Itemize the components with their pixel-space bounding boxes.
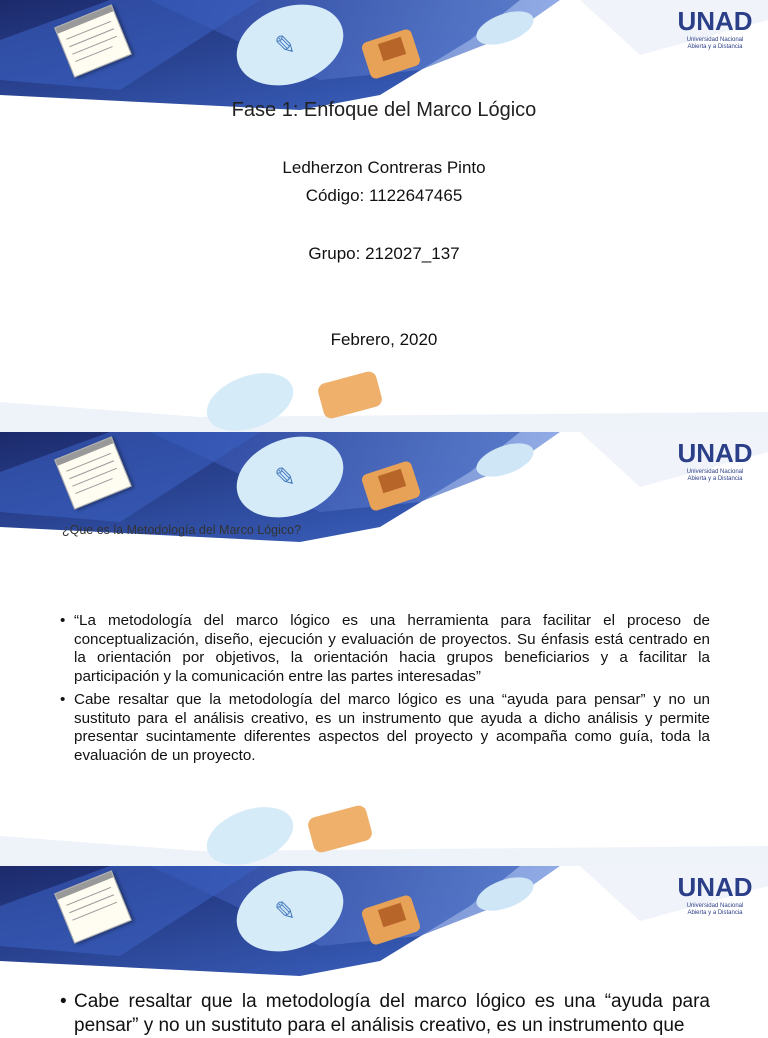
checklist-icon: ✎ xyxy=(274,462,296,492)
footer-decoration xyxy=(0,796,768,866)
svg-text:Universidad Nacional: Universidad Nacional xyxy=(686,469,744,475)
unad-logo xyxy=(670,434,760,494)
checklist-icon: ✎ xyxy=(274,896,296,926)
checklist-icon: ✎ xyxy=(274,30,296,60)
group-code: Grupo: 212027_137 xyxy=(308,244,460,263)
svg-text:Abierta y a Distancia: Abierta y a Distancia xyxy=(687,476,743,482)
bullet-item: • “La metodología del marco lógico es una herramienta para facilitar el proceso de conceptualización, diseño, ejecución y evaluación de proyectos. Su énfasis está centrado en la orientación por objetivos, la orientación hacia grupos beneficiarios y a facilitar la participación y la comunicación entre las partes interesadas” xyxy=(60,612,710,685)
slide-continuation xyxy=(0,866,768,1036)
unad-logo xyxy=(670,2,760,62)
slide-title: Fase 1: Enfoque del Marco Lógico xyxy=(231,99,537,121)
bullet-item: • Cabe resaltar que la metodología del marco lógico es una “ayuda para pensar” y no un sustituto para el análisis creativo, es un instrumento que xyxy=(60,991,710,1036)
bullet-dot: • xyxy=(60,612,66,629)
author-name: Ledherzon Contreras Pinto xyxy=(282,158,486,177)
logo-wordmark: UNAD xyxy=(677,6,753,36)
logo-line2: Abierta y a Distancia xyxy=(687,44,743,50)
slide-cover xyxy=(0,0,768,432)
bullet-dot: • xyxy=(60,691,66,708)
bullet-list xyxy=(60,612,710,770)
question-heading: ¿Que es la Metodología del Marco Lógico? xyxy=(62,523,302,537)
bullet-list xyxy=(60,990,710,1038)
bullet-dot: • xyxy=(60,991,67,1012)
svg-text:UNAD: UNAD xyxy=(677,438,753,468)
slide-definition xyxy=(0,432,768,866)
student-code: Código: 1122647465 xyxy=(305,186,463,205)
svg-text:Abierta y a Distancia: Abierta y a Distancia xyxy=(687,910,743,916)
footer-decoration xyxy=(0,362,768,432)
unad-logo xyxy=(670,868,760,928)
date-label: Febrero, 2020 xyxy=(330,330,438,349)
svg-text:UNAD: UNAD xyxy=(677,872,753,902)
bullet-item: • Cabe resaltar que la metodología del marco lógico es una “ayuda para pensar” y no un sustituto para el análisis creativo, es un instrumento que ayuda a dicho análisis y permite presentar sucintamente diferentes aspectos del proyecto y acompaña como guía, toda la evaluación de un proyecto. xyxy=(60,691,710,764)
svg-text:Universidad Nacional: Universidad Nacional xyxy=(686,903,744,909)
logo-line1: Universidad Nacional xyxy=(686,37,744,43)
